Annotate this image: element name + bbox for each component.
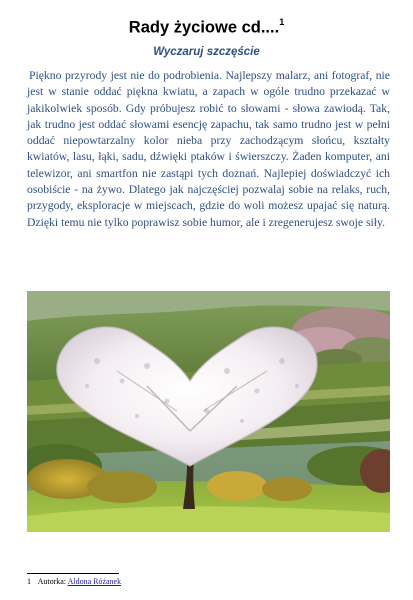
page-title — [0, 18, 413, 38]
author-link[interactable]: Aldona Różanek — [67, 577, 122, 586]
title-text: Rady życiowe cd.... — [128, 18, 280, 37]
subtitle: Wyczaruj szczęście — [153, 46, 260, 58]
heart-shaped-blossoming-tree-icon — [27, 291, 390, 532]
footnote — [27, 577, 121, 586]
body-paragraph: Piękno przyrody jest nie do podrobienia. Najlepszy malarz, ani fotograf, nie jest w stanie oddać piękna kwiatu, a zapach w ogóle trudno przekazać w jakikolwiek sposób. Gdy próbujesz robić to słowami - słowa zawiodą. Tak, jak trudno jest oddać słowami esencję zapachu, tak samo trudno jest w pełni oddać niepowtarzalny kolor nieba przy zachodzącym słońcu, kształty kwiatów, lasu, łąki, sadu, dźwięki ptaków i świerszczy. Żaden komputer, ani telewizor, ani smartfon nie zastąpi tych doznań. Najlepiej doświadczyć ich osobiście - na żywo. Dlatego jak najczęściej pozwalaj sobie na relaks, ruch, przygody, eksploracje w miejscach, gdzie do woli możesz upajać się naturą. Dzięki temu nie tylko poprawisz sobie humor, ale i zregenerujesz swoje siły. — [27, 69, 390, 229]
footnote-separator — [27, 573, 119, 574]
blossoming-tree-photo — [27, 291, 390, 532]
title-footnote-mark[interactable]: 1 — [279, 17, 285, 27]
footnote-number: 1 — [27, 577, 31, 586]
footnote-label: Autorka: — [37, 577, 66, 586]
